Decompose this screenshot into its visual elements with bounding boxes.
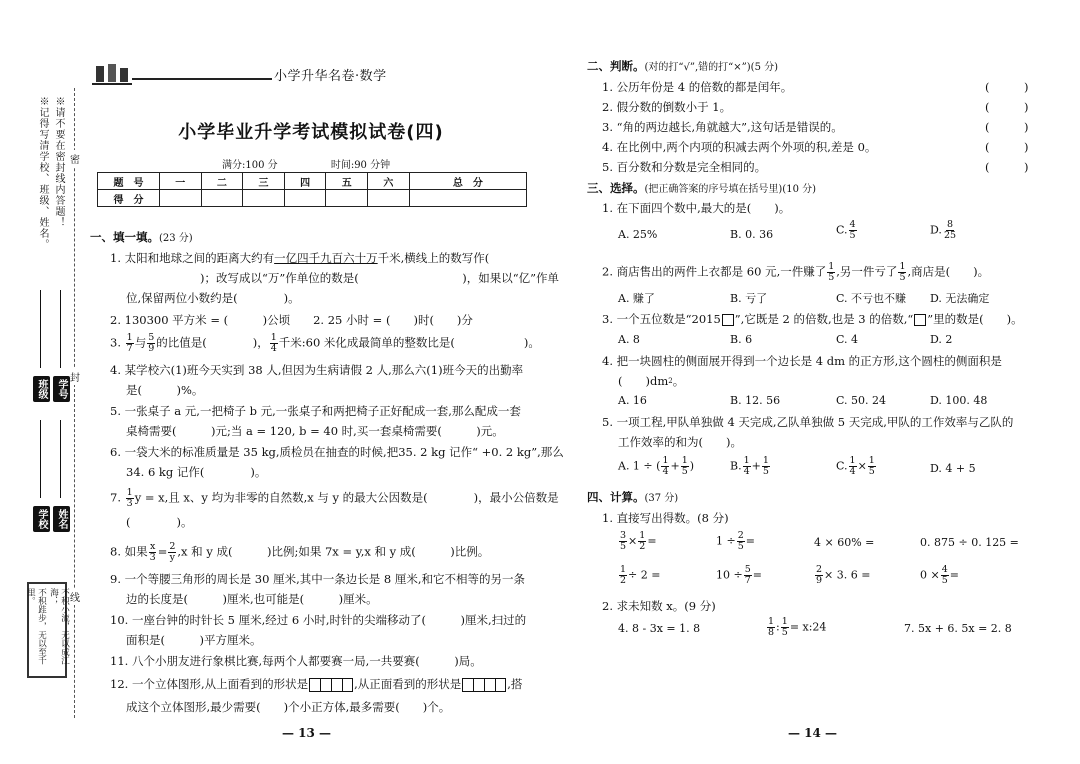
q12-line2: 成这个立体图形,最少需要( )个小正方体,最多需要( )个。: [126, 700, 451, 714]
q8-eq: =: [157, 544, 168, 559]
calc-post: × 3. 6 =: [824, 568, 871, 582]
seal-word-xian: 线: [70, 588, 80, 605]
q8-text-b: ,x 和 y 成( )比例;如果 7x = y,x 和 y 成( )比例。: [177, 544, 490, 559]
seal-word-feng: 封: [70, 368, 80, 385]
frac-den: 5: [868, 466, 875, 477]
choice-q5-c: [836, 456, 877, 477]
q1-underlined: 一亿四千九百六十万: [274, 251, 378, 265]
score-head-cell: 三: [243, 173, 285, 190]
judge-item-1: 1. 公历年份是 4 的倍数的都是闰年。: [602, 80, 793, 94]
op: ×: [628, 534, 638, 548]
choice-q1-a: A. 25%: [618, 228, 658, 241]
section3-note: (把正确答案的序号填在括号里)(10 分): [644, 184, 817, 195]
section4-title: [587, 489, 678, 507]
field-line-name: [60, 420, 61, 498]
field-class: 班级: [33, 376, 50, 402]
q3-frac3: [270, 333, 278, 354]
front-view-grid-icon: [462, 678, 506, 692]
frac-num: 1: [868, 455, 875, 466]
opt-frac: [681, 456, 689, 477]
q12-text-c: ,搭: [507, 677, 523, 691]
seal-word-mi: 密: [70, 150, 80, 167]
exam-time: 时间:90 分钟: [330, 160, 391, 171]
op: =: [647, 534, 657, 548]
op: ×: [857, 459, 867, 473]
calc-sub2: 2. 求未知数 x。(9 分): [602, 599, 716, 613]
opt-frac: [743, 456, 751, 477]
calc-frac: [767, 617, 775, 638]
opt-label: A. 1 ÷ (: [618, 459, 661, 473]
choice-q1-stem: 1. 在下面四个数中,最大的是( )。: [602, 201, 791, 215]
section4-title-text: 四、计算。: [587, 490, 645, 504]
q3-frac2: [147, 333, 155, 354]
q1-text-b: 千米,横线上的数写作(: [377, 251, 490, 265]
opt-frac: [868, 456, 876, 477]
q2-text-c: ,商店是( )。: [907, 264, 990, 279]
score-value-row: [98, 190, 527, 207]
frac-num: 5: [744, 564, 751, 575]
choice-q3-a: A. 8: [618, 333, 640, 346]
judge-answer-2[interactable]: ( ): [985, 100, 1029, 114]
calc-post: ÷ 2 =: [628, 568, 661, 582]
op: =: [949, 568, 959, 582]
frac-den: 5: [681, 466, 688, 477]
blank-box-icon: [914, 314, 926, 326]
q8-frac1: [149, 542, 157, 563]
choice-q4-c: C. 50. 24: [836, 394, 887, 407]
frac-den: y: [169, 552, 176, 563]
judge-answer-5[interactable]: ( ): [985, 160, 1029, 174]
field-line-school: [40, 420, 41, 498]
q7-line1: [110, 488, 559, 509]
score-cell[interactable]: [409, 190, 526, 207]
q9-line1: 9. 一个等腰三角形的周长是 30 厘米,其中一条边长是 8 厘米,和它不相等的另一条: [110, 572, 526, 586]
choice-q4-line2: [618, 373, 684, 389]
q4-line1: 4. 某学校六(1)班今天实到 38 人,但因为生病请假 2 人,那么六(1)班今天的出勤率: [110, 363, 524, 377]
calc-frac: [619, 531, 627, 552]
choice-q4-d: D. 100. 48: [930, 394, 988, 407]
frac-num: 1: [662, 455, 669, 466]
field-line-class: [40, 290, 41, 368]
q2: 2. 130300 平方米 = ( )公顷 2. 25 小时 = ( )时( )分: [110, 313, 473, 327]
frac-den: 4: [743, 466, 750, 477]
frac-num: 1: [126, 332, 133, 343]
top-view-grid-icon: [309, 678, 353, 692]
score-head-cell: 四: [284, 173, 326, 190]
frac-den: 5: [620, 541, 627, 552]
q4-sup: 2: [668, 377, 673, 385]
frac-num: 1: [849, 455, 856, 466]
notice-line-2: ※记得写清学校、班级、姓名。: [37, 96, 48, 250]
choice-q5-b: [730, 456, 771, 477]
score-head-cell: 六: [368, 173, 410, 190]
q3-text-b: 千米:60 米化成最简单的整数比是( )。: [278, 335, 540, 350]
frac-num: 5: [148, 332, 155, 343]
q8-frac2: [168, 542, 176, 563]
q3-yu: 与: [134, 335, 147, 350]
eq-2: [766, 617, 826, 638]
notice-line-1: ※请不要在密封线内答题！: [53, 96, 64, 228]
judge-answer-1[interactable]: ( ): [985, 80, 1029, 94]
section4-points: (37 分): [644, 493, 679, 504]
score-head-cell: 五: [326, 173, 368, 190]
calc-frac: [781, 617, 789, 638]
q2-text-b: ,另一件亏了: [836, 264, 898, 279]
opt-frac: [661, 456, 669, 477]
frac-num: 4: [941, 564, 948, 575]
calc-frac: [815, 565, 823, 586]
op: ): [689, 459, 695, 473]
judge-answer-4[interactable]: ( ): [985, 140, 1029, 154]
choice-q3-c: C. 4: [836, 333, 859, 346]
choice-q4-b: B. 12. 56: [730, 394, 781, 407]
choice-q2-d: D. 无法确定: [930, 292, 990, 305]
full-score: 满分:100 分: [222, 160, 278, 171]
frac-num: 8: [946, 219, 953, 230]
score-cell[interactable]: [368, 190, 410, 207]
margin-notice: [30, 96, 70, 296]
section2-title: [587, 58, 778, 76]
opt-label: D.: [930, 223, 942, 237]
q7-line2: ( )。: [126, 515, 193, 529]
frac-num: x: [149, 541, 156, 552]
frac-den: 5: [899, 272, 906, 283]
q7-num: 7.: [110, 490, 121, 505]
motto-box: [25, 582, 70, 678]
frac-num: 1: [828, 261, 835, 272]
score-cell[interactable]: [201, 190, 243, 207]
calc-frac: [619, 565, 627, 586]
frac-num: 2: [816, 564, 823, 575]
frac-den: 4: [270, 343, 277, 354]
choice-q2-b: B. 亏了: [730, 292, 768, 305]
q8-text-a: 8. 如果: [110, 544, 148, 559]
frac-num: 1: [743, 455, 750, 466]
q4-line2: 是( )%。: [126, 383, 204, 397]
paper-meta: [222, 156, 440, 171]
q9-line2: 边的长度是( )厘米,也可能是( )厘米。: [126, 592, 378, 606]
opt-label: C.: [836, 459, 848, 473]
score-cell[interactable]: [284, 190, 326, 207]
frac-num: 1: [899, 261, 906, 272]
frac-num: 1: [781, 616, 788, 627]
judge-item-4: 4. 在比例中,两个内项的积减去两个外项的积,差是 0。: [602, 140, 877, 154]
motto-line-2: 不积跬步，无以至千里。: [25, 588, 47, 665]
calc-frac: [737, 531, 745, 552]
q10-line1: 10. 一座台钟的时针长 5 厘米,经过 6 小时,时针的尖端移动了( )厘米,扫过的: [110, 613, 527, 627]
q3-frac1: [126, 333, 134, 354]
score-cell[interactable]: [243, 190, 285, 207]
q12-text-a: 12. 一个立体图形,从上面看到的形状是: [110, 677, 309, 691]
opt-frac: [849, 456, 857, 477]
q3c-text-b: ”,它既是 2 的倍数,也是 3 的倍数,“: [734, 312, 914, 326]
eq-1: 4. 8 - 3x = 1. 8: [618, 622, 701, 635]
score-head-cell: 总 分: [409, 173, 526, 190]
judge-item-3: 3. “角的两边越长,角就越大”,这句话是错误的。: [602, 120, 843, 134]
op: =: [752, 568, 762, 582]
q3: [110, 333, 540, 354]
q7-frac: [126, 488, 134, 509]
frac-den: 5: [762, 466, 769, 477]
q3-text-a: 的比值是( )，: [156, 335, 269, 350]
motto-line-1: 不积小流，无以成江海；: [48, 588, 70, 665]
score-head-cell: 一: [160, 173, 202, 190]
section1-title: [90, 229, 193, 247]
page-number-left: — 13 —: [282, 726, 332, 740]
q10-line2: 面积是( )平方厘米。: [126, 633, 262, 647]
choice-q5-line1: 5. 一项工程,甲队单独做 4 天完成,乙队单独做 5 天完成,甲队的工作效率与乙队的: [602, 415, 1014, 429]
choice-q5-line2: 工作效率的和为( )。: [618, 435, 742, 449]
choice-q2-a: A. 赚了: [618, 292, 655, 305]
choice-q1-c: [836, 220, 858, 241]
frac-num: 2: [169, 541, 176, 552]
choice-q2-c: C. 不亏也不赚: [836, 292, 907, 305]
frac-den: 9: [816, 575, 823, 586]
frac-num: 2: [737, 530, 744, 541]
frac-num: 3: [620, 530, 627, 541]
section1-title-text: 一、填一填。: [90, 230, 159, 244]
calc-pre: 0 ×: [920, 568, 940, 582]
frac-den: 2: [639, 541, 646, 552]
score-cell[interactable]: [326, 190, 368, 207]
q5-line2: 桌椅需要( )元;当 a = 120, b = 40 时,买一套桌椅需要( )元。: [126, 424, 504, 438]
op: =: [745, 534, 755, 548]
frac-num: 4: [849, 219, 856, 230]
field-name: 姓名: [53, 506, 70, 532]
choice-q4-a: A. 16: [618, 394, 647, 407]
section2-note: (对的打“√”,错的打“×”)(5 分): [644, 62, 779, 73]
frac-den: 5: [737, 541, 744, 552]
frac-den: 7: [126, 343, 133, 354]
score-table: [97, 172, 527, 207]
calc-c6: [716, 565, 762, 586]
opt-frac: [849, 220, 857, 241]
section1-points: (23 分): [159, 233, 193, 244]
frac-num: 1: [126, 487, 133, 498]
score-head-cell: 题 号: [98, 173, 160, 190]
seal-line: [74, 88, 75, 718]
frac-den: 5: [828, 272, 835, 283]
frac-num: 1: [762, 455, 769, 466]
op: +: [670, 459, 680, 473]
banner-rule: [132, 78, 272, 80]
choice-q5-a: [618, 456, 694, 477]
paper-title: 小学毕业升学考试模拟试卷(四): [178, 122, 444, 143]
frac-den: 7: [744, 575, 751, 586]
calc-c7: [814, 565, 870, 586]
field-line-number: [60, 290, 61, 368]
choice-q4-line1: 4. 把一块圆柱的侧面展开得到一个边长是 4 dm 的正方形,这个圆柱的侧面积是: [602, 354, 1002, 368]
calc-c8: [920, 565, 959, 586]
calc-c3: 4 × 60% =: [814, 536, 875, 549]
series-name: 小学升华名卷·数学: [274, 69, 387, 84]
score-cell[interactable]: [160, 190, 202, 207]
q5-line1: 5. 一张桌子 a 元,一把椅子 b 元,一张桌子和两把椅子正好配成一套,那么配成一套: [110, 404, 521, 418]
calc-frac: [941, 565, 949, 586]
blank-box-icon: [722, 314, 734, 326]
q3c-text-a: 3. 一个五位数是“2015: [602, 312, 721, 326]
frac-num: 1: [768, 616, 775, 627]
frac-den: 5: [941, 575, 948, 586]
choice-q1-b: B. 0. 36: [730, 228, 774, 241]
choice-q5-d: D. 4 + 5: [930, 462, 976, 475]
choice-q1-d: [930, 220, 958, 241]
frac-den: 25: [943, 230, 957, 241]
section3-title: [587, 180, 816, 198]
frac-den: 5: [849, 230, 856, 241]
section2-title-text: 二、判断。: [587, 59, 645, 73]
q12-line1: [110, 676, 522, 692]
frac-num: 1: [270, 332, 277, 343]
calc-pre: 1 ÷: [716, 534, 736, 548]
calc-c1: [618, 531, 657, 552]
field-number: 学号: [53, 376, 70, 402]
opt-frac: [762, 456, 770, 477]
q6-line2: 34. 6 kg 记作( )。: [126, 465, 267, 479]
frac-den: 4: [849, 466, 856, 477]
q4-end: 。: [672, 374, 685, 388]
section3-title-text: 三、选择。: [587, 181, 645, 195]
calc-c5: [618, 565, 660, 586]
frac-num: 1: [681, 455, 688, 466]
judge-answer-3[interactable]: ( ): [985, 120, 1029, 134]
frac-num: 1: [639, 530, 646, 541]
eq-3: 7. 5x + 6. 5x = 2. 8: [904, 622, 1012, 635]
calc-c4: 0. 875 ÷ 0. 125 =: [920, 536, 1019, 549]
frac-den: 3: [149, 552, 156, 563]
calc-pre: 10 ÷: [716, 568, 743, 582]
opt-label: B.: [730, 459, 742, 473]
calc-frac: [638, 531, 646, 552]
judge-item-2: 2. 假分数的倒数小于 1。: [602, 100, 732, 114]
page-number-right: — 14 —: [788, 726, 838, 740]
score-header-row: [98, 173, 527, 190]
q1-line2: )；改写成以“万”作单位的数是( )，如果以“亿”作单: [200, 271, 559, 285]
q11: 11. 八个小朋友进行象棋比赛,每两个人都要赛一局,一共要赛( )局。: [110, 654, 482, 668]
op: +: [751, 459, 761, 473]
q1-text-a: 1. 太阳和地球之间的距离大约有: [110, 251, 275, 265]
q1-line1: [110, 250, 489, 266]
q3c-text-c: ”里的数是( )。: [927, 312, 1023, 326]
calc-frac: [744, 565, 752, 586]
q3-num: 3.: [110, 335, 121, 350]
q1-line3: 位,保留两位小数约是( )。: [126, 291, 300, 305]
frac-den: 9: [148, 343, 155, 354]
q8: [110, 542, 489, 563]
choice-q3-d: D. 2: [930, 333, 953, 346]
scroll-ornament-icon: [92, 60, 132, 88]
score-row-label: 得 分: [98, 190, 160, 207]
q6-line1: 6. 一袋大米的标准质量是 35 kg,质检员在抽查的时候,把35. 2 kg 记作“ +0. 2 kg”,那么: [110, 445, 564, 459]
q12-text-b: ,从正面看到的形状是: [354, 677, 462, 691]
choice-q2-stem: [602, 262, 989, 283]
op: :: [776, 620, 780, 634]
frac-num: 1: [620, 564, 627, 575]
opt-frac: [943, 220, 957, 241]
field-school: 学校: [33, 506, 50, 532]
opt-label: C.: [836, 223, 848, 237]
choice-q3-b: B. 6: [730, 333, 753, 346]
q4-line2-text: ( )dm: [618, 374, 669, 388]
frac-den: 4: [662, 466, 669, 477]
frac-den: 8: [768, 627, 775, 638]
judge-item-5: 5. 百分数和分数是完全相同的。: [602, 160, 767, 174]
q7-text: y = x,且 x、y 均为非零的自然数,x 与 y 的最大公因数是( )，最小公倍数是: [134, 490, 559, 505]
frac-den: 2: [620, 575, 627, 586]
q2-text-a: 2. 商店售出的两件上衣都是 60 元,一件赚了: [602, 264, 827, 279]
q2-frac2: [898, 262, 906, 283]
calc-c2: [716, 531, 755, 552]
series-banner: [92, 58, 387, 88]
frac-den: 3: [126, 498, 133, 509]
choice-q3-stem: [602, 311, 1023, 327]
calc-sub1: 1. 直接写出得数。(8 分): [602, 511, 729, 525]
score-head-cell: 二: [201, 173, 243, 190]
calc-post: = x:24: [789, 620, 827, 634]
q2-frac1: [827, 262, 835, 283]
frac-den: 5: [781, 627, 788, 638]
